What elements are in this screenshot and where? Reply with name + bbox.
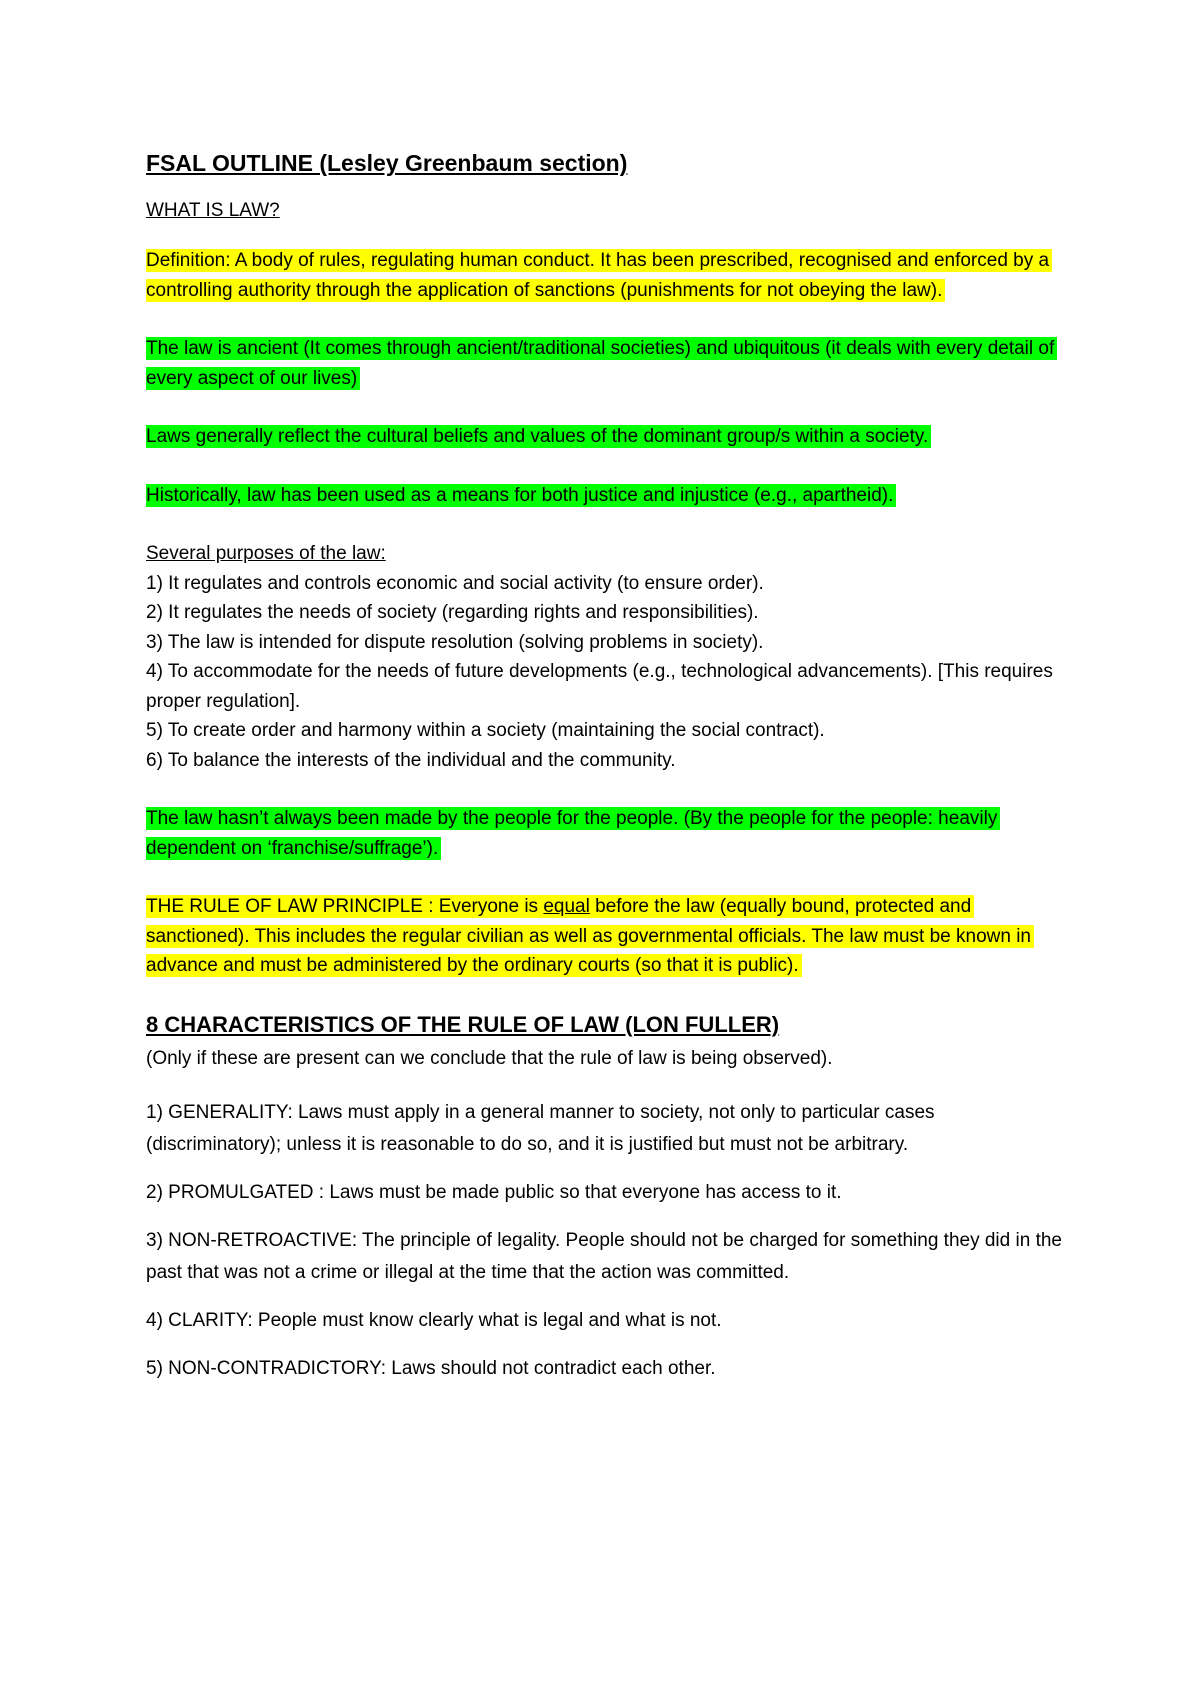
list-item: 6) To balance the interests of the individual and the community. — [146, 749, 676, 771]
ancient-paragraph — [146, 334, 1066, 393]
characteristics-note: (Only if these are present can we conclude that the rule of law is being observed). — [146, 1047, 833, 1069]
list-item: 5) To create order and harmony within a society (maintaining the social contract). — [146, 720, 825, 741]
definition-paragraph — [146, 246, 1066, 305]
characteristic-item: 4) CLARITY: People must know clearly what is legal and what is not. — [146, 1309, 722, 1331]
people-text: The law hasn’t always been made by the people for the people. (By the people for the people: heavily dependent on ‘franchise/suffrage’). — [146, 807, 1000, 860]
purposes-heading: Several purposes of the law: — [146, 543, 386, 564]
ancient-text: The law is ancient (It comes through ancient/traditional societies) and ubiquitous (it deals with every detail of every aspect of our lives) — [146, 337, 1057, 390]
list-item: 3) The law is intended for dispute resolution (solving problems in society). — [146, 631, 764, 653]
definition-text: Definition: A body of rules, regulating human conduct. It has been prescribed, recognised and enforced by a controlling authority through the application of sanctions (punishments for not obeying the law). — [146, 249, 1052, 302]
historically-paragraph — [146, 481, 1066, 511]
rule-of-law-text — [146, 895, 1034, 977]
equal-word: equal — [543, 896, 590, 917]
characteristic-item: 2) PROMULGATED : Laws must be made public so that everyone has access to it. — [146, 1181, 842, 1203]
characteristic-item: 1) GENERALITY: Laws must apply in a general manner to society, not only to particular cases (discriminatory); unless it is reasonable to do so, and it is justified but must not be arbitrary. — [146, 1101, 935, 1155]
cultural-text: Laws generally reflect the cultural beliefs and values of the dominant group/s within a society. — [146, 425, 931, 448]
characteristics-heading: 8 CHARACTERISTICS OF THE RULE OF LAW (LON FULLER) — [146, 1011, 780, 1037]
list-item: 2) It regulates the needs of society (regarding rights and responsibilities). — [146, 602, 759, 623]
list-item: 4) To accommodate for the needs of future developments (e.g., technological advancements). [This requires proper regulation]. — [146, 661, 1053, 712]
historically-text: Historically, law has been used as a means for both justice and injustice (e.g., apartheid). — [146, 484, 896, 507]
list-item: 1) It regulates and controls economic and social activity (to ensure order). — [146, 572, 764, 594]
rule-of-law-paragraph — [146, 892, 1066, 981]
characteristic-item: 5) NON-CONTRADICTORY: Laws should not contradict each other. — [146, 1357, 716, 1379]
purposes-list — [146, 539, 1066, 775]
what-is-law-heading: WHAT IS LAW? — [146, 200, 280, 221]
people-paragraph — [146, 804, 1066, 863]
characteristic-item: 3) NON-RETROACTIVE: The principle of legality. People should not be charged for something they did in the past that was not a crime or illegal at the time that the action was committed. — [146, 1229, 1062, 1283]
rule-of-law-lead: THE RULE OF LAW PRINCIPLE : Everyone is — [146, 896, 544, 917]
cultural-paragraph — [146, 422, 1066, 452]
rule-of-law-rest: before the law (equally bound, protected and sanctioned). This includes the regular civilian as well as governmental officials. The law must be known in advance and must be administered by the ordinary courts (so that it is public). — [146, 896, 1032, 976]
document-title: FSAL OUTLINE (Lesley Greenbaum section) — [146, 150, 628, 176]
